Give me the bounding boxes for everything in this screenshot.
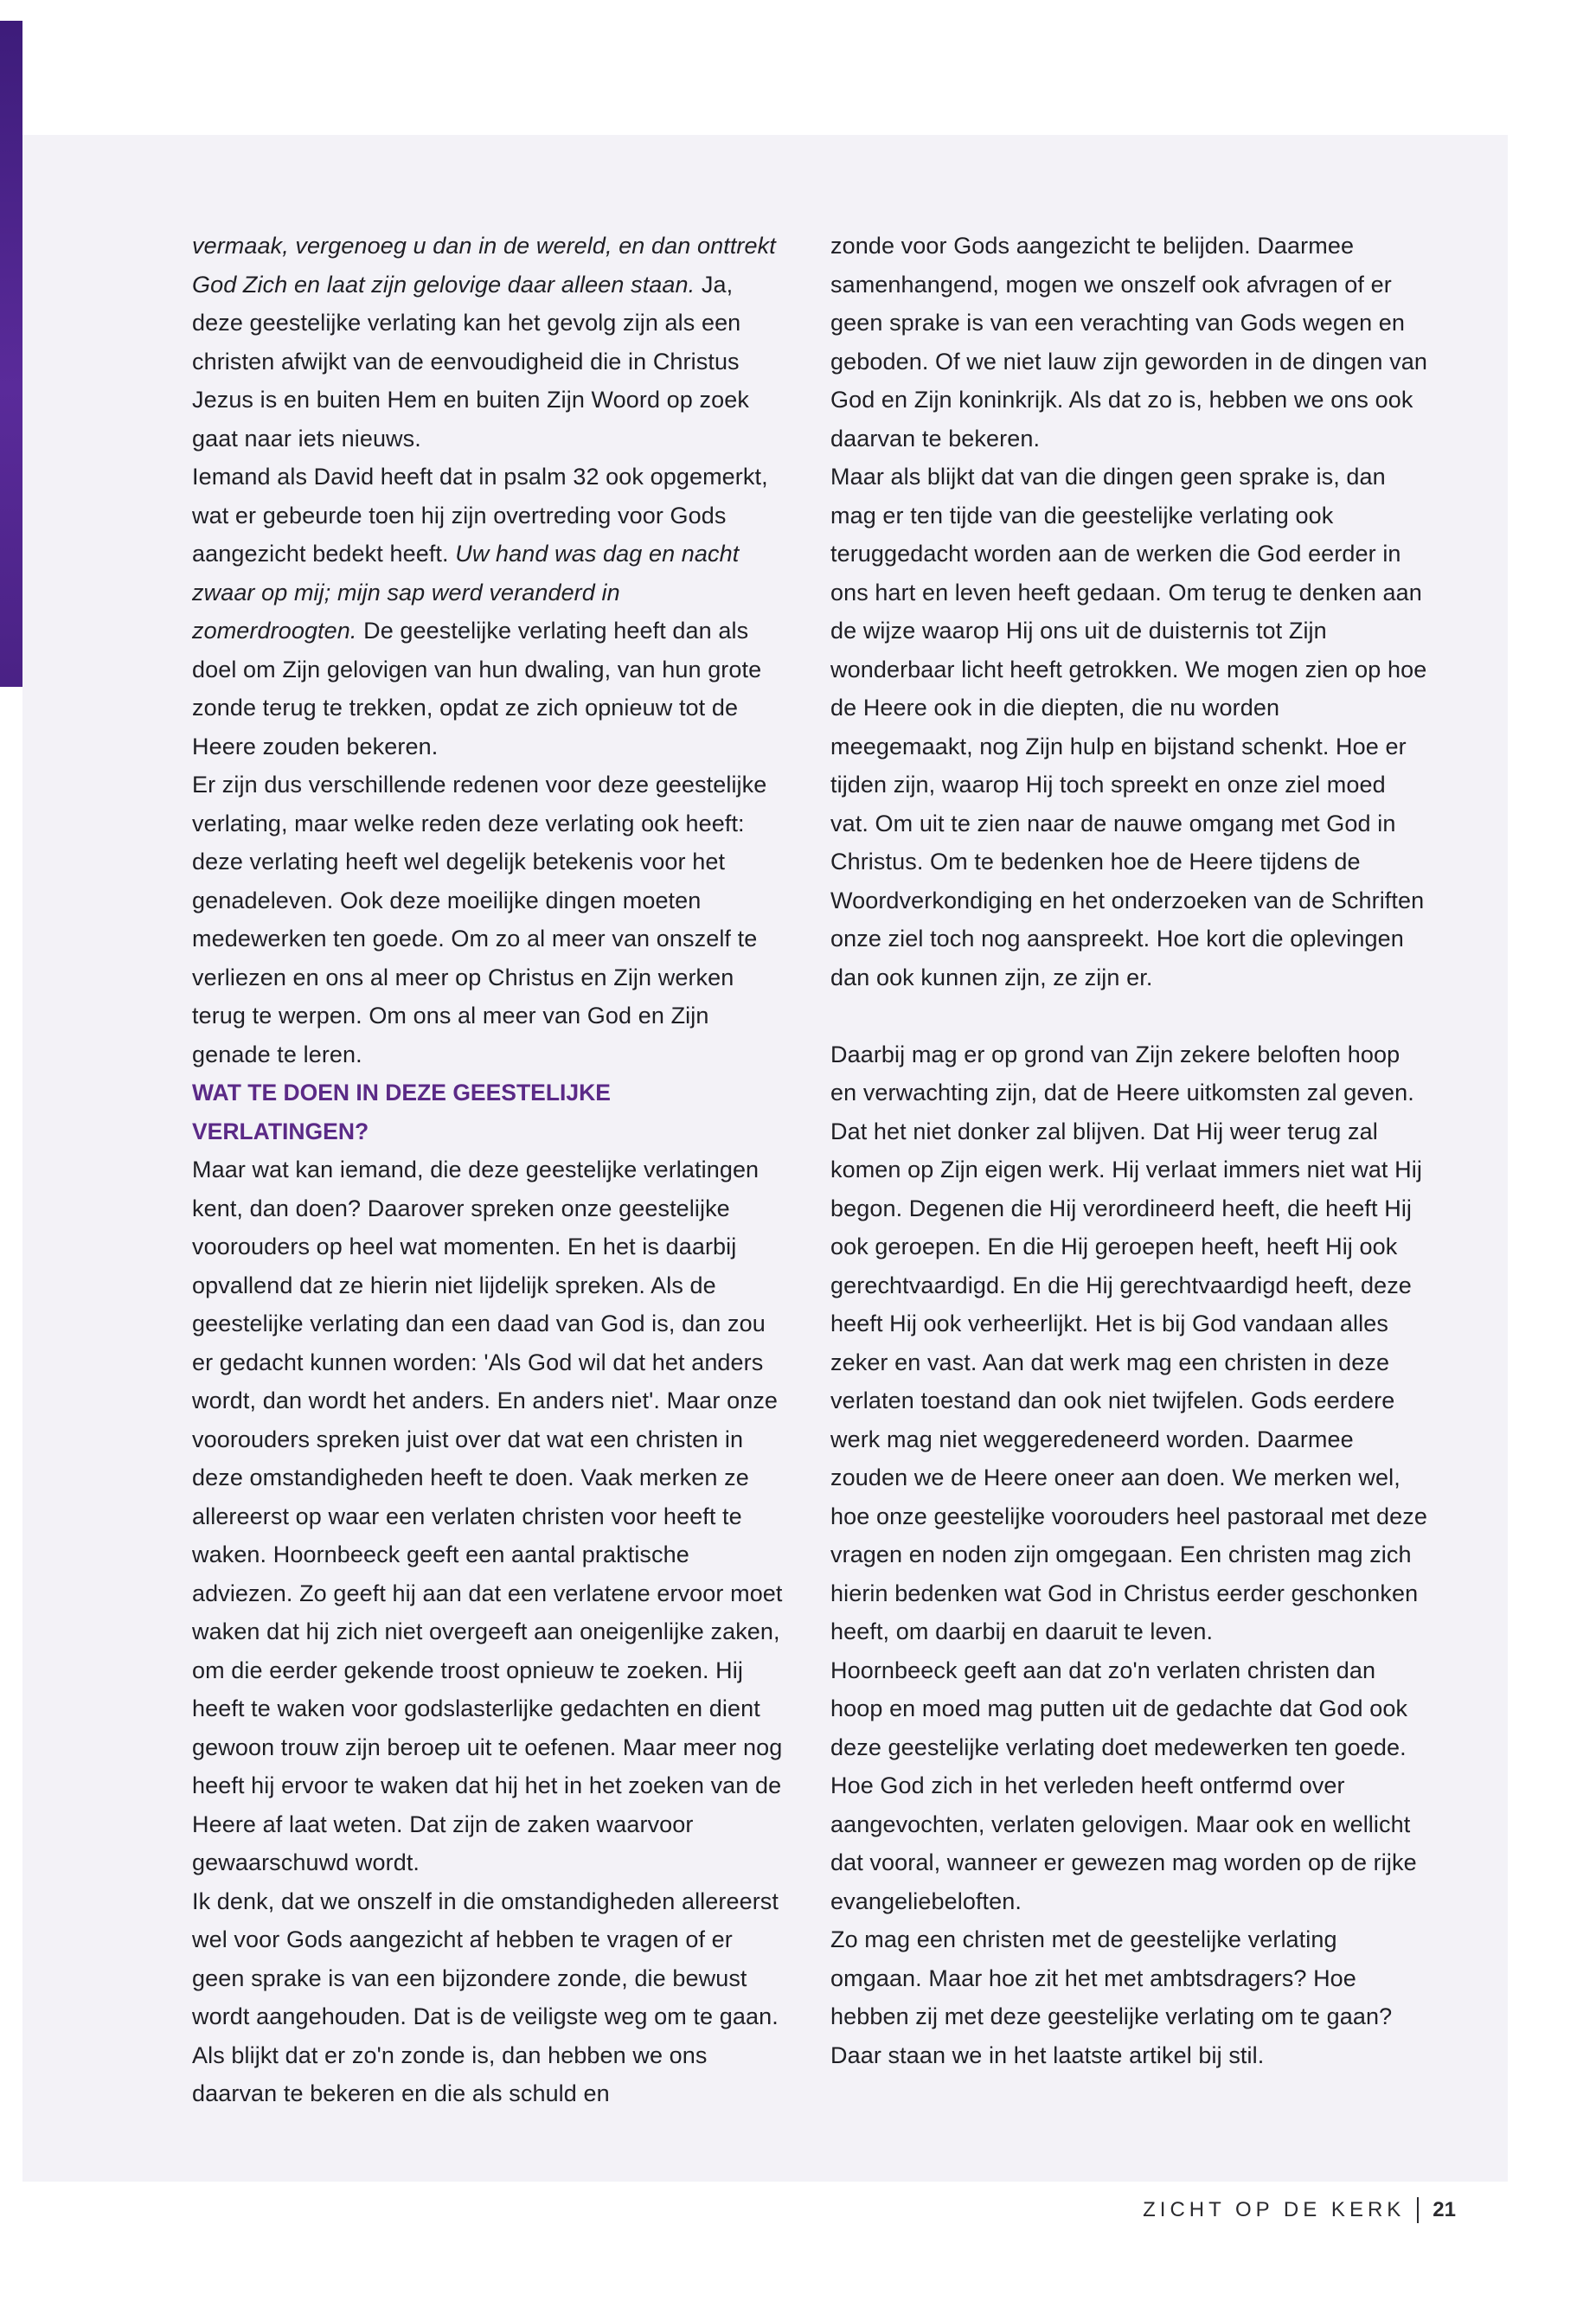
paragraph: Ik denk, dat we onszelf in die omstandigheden allereerst wel voor Gods aangezicht af hebben te vragen of er geen sprake is van een bijzondere zonde, die bewust wordt aangehouden. Dat is de veiligste weg om te gaan. Als blijkt dat er zo'n zonde is, dan hebben we ons daarvan te bekeren en die als schuld en [192, 1888, 779, 2106]
quote: Uw hand was dag en nacht zwaar op mij; mijn sap werd veranderd in zomerdroogten. [192, 541, 740, 644]
paragraph: Zo mag een christen met de geestelijke verlating omgaan. Maar hoe zit het met ambtsdragers? Hoe hebben zij met deze geestelijke verlating om te gaan? Daar staan we in het laatste artikel bij stil. [830, 1926, 1393, 2068]
paragraph: Daarbij mag er op grond van Zijn zekere beloften hoop en verwachting zijn, dat de Heere uitkomsten zal geven. Dat het niet donker zal blijven. Dat Hij weer terug zal komen op Zijn eigen werk. Hij verlaat immers niet wat Hij begon. Degenen die Hij verordineerd heeft, die heeft Hij ook geroepen. En die Hij geroepen heeft, heeft Hij ook gerechtvaardigd. En die Hij gerechtvaardigd heeft, deze heeft Hij ook verheerlijkt. Het is bij God vandaan alles zeker en vast. Aan dat werk mag een christen in deze verlaten toestand dan ook niet twijfelen. Gods eerdere werk mag niet weggeredeneerd worden. Daarmee zouden we de Heere oneer aan doen. We merken wel, hoe onze geestelijke voorouders heel pastoraal met deze vragen en noden zijn omgegaan. Een christen mag zich hierin bedenken wat God in Christus eerder geschonken heeft, om daarbij en daaruit te leven. [830, 1041, 1427, 1644]
paragraph: Maar als blijkt dat van die dingen geen sprake is, dan mag er ten tijde van die geestelijke verlating ook teruggedacht worden aan de werken die God eerder in ons hart en leven heeft gedaan. Om terug te denken aan de wijze waarop Hij ons uit de duisternis tot Zijn wonderbaar licht heeft getrokken. We mogen zien op hoe de Heere ook in die diepten, die nu worden meegemaakt, nog Zijn hulp en bijstand schenkt. Hoe er tijden zijn, waarop Hij toch spreekt en onze ziel moed vat. Om uit te zien naar de nauwe omgang met God in Christus. Om te bedenken hoe de Heere tijdens de Woordverkondiging en het onderzoeken van de Schriften onze ziel toch nog aanspreekt. Hoe kort die oplevingen dan ook kunnen zijn, ze zijn er. [830, 464, 1427, 990]
magazine-title: ZICHT OP DE KERK [1143, 2198, 1406, 2221]
accent-bar [0, 21, 22, 687]
paragraph: Maar wat kan iemand, die deze geestelijke verlatingen kent, dan doen? Daarover spreken onze geestelijke voorouders op heel wat momenten. En het is daarbij opvallend dat ze hierin niet lijdelijk spreken. Als de geestelijke verlating dan een daad van God is, dan zou er gedacht kunnen worden: 'Als God wil dat het anders wordt, dan wordt het anders. En anders niet'. Maar onze voorouders spreken juist over dat wat een christen in deze omstandigheden heeft te doen. Vaak merken ze allereerst op waar een verlaten christen voor heeft te waken. Hoornbeeck geeft een aantal praktische adviezen. Zo geeft hij aan dat een verlatene ervoor moet waken dat hij zich niet overgeeft aan oneigenlijke zaken, om die eerder gekende troost opnieuw te zoeken. Hij heeft te waken voor godslasterlijke gedachten en dient gewoon trouw zijn beroep uit te oefenen. Maar meer nog heeft hij ervoor te waken dat hij het in het zoeken van de Heere af laat weten. Dat zijn de zaken waarvoor gewaarschuwd wordt. [192, 1157, 783, 1875]
left-column [192, 227, 789, 2113]
page-footer [1143, 2197, 1456, 2223]
paragraph-text: De geestelijke verlating heeft dan als doel om Zijn gelovigen van hun dwaling, van hun grote zonde terug te trekken, opdat ze zich opnieuw tot de Heere zouden bekeren. [192, 618, 762, 760]
page-number: 21 [1433, 2198, 1456, 2221]
paragraph-text: Ja, deze geestelijke verlating kan het gevolg zijn als een christen afwijkt van de eenvoudigheid die in Christus Jezus is en buiten Hem en buiten Zijn Woord op zoek gaat naar iets nieuws. [192, 271, 749, 452]
paragraph [192, 458, 789, 766]
quote: vermaak, vergenoeg u dan in de wereld, en dan onttrekt God Zich en laat zijn gelovige daar alleen staan. [192, 233, 776, 298]
right-column [830, 227, 1427, 2074]
paragraph [192, 227, 789, 458]
paragraph: Hoornbeeck geeft aan dat zo'n verlaten christen dan hoop en moed mag putten uit de gedachte dat God ook deze geestelijke verlating doet medewerken ten goede. Hoe God zich in het verleden heeft ontfermd over aangevochten, verlaten gelovigen. Maar ook en wellicht dat vooral, wanneer er gewezen mag worden op de rijke evangeliebeloften. [830, 1657, 1417, 1914]
paragraph: zonde voor Gods aangezicht te belijden. Daarmee samenhangend, mogen we onszelf ook afvragen of er geen sprake is van een verachting van Gods wegen en geboden. Of we niet lauw zijn geworden in de dingen van God en Zijn koninkrijk. Als dat zo is, hebben we ons ook daarvan te bekeren. [830, 233, 1427, 452]
footer-divider [1417, 2197, 1419, 2223]
paragraph: Er zijn dus verschillende redenen voor deze geestelijke verlating, maar welke reden deze verlating ook heeft: deze verlating heeft wel degelijk betekenis voor het genadeleven. Ook deze moeilijke dingen moeten medewerken ten goede. Om zo al meer van onszelf te verliezen en ons al meer op Christus en Zijn werken terug te werpen. Om ons al meer van God en Zijn genade te leren. [192, 772, 767, 1067]
section-heading: WAT TE DOEN IN DEZE GEESTELIJKE VERLATINGEN? [192, 1080, 611, 1144]
paragraph-text: Iemand als David heeft dat in psalm 32 ook opgemerkt, wat er gebeurde toen hij zijn overtreding voor Gods aangezicht bedekt heeft. [192, 464, 768, 567]
